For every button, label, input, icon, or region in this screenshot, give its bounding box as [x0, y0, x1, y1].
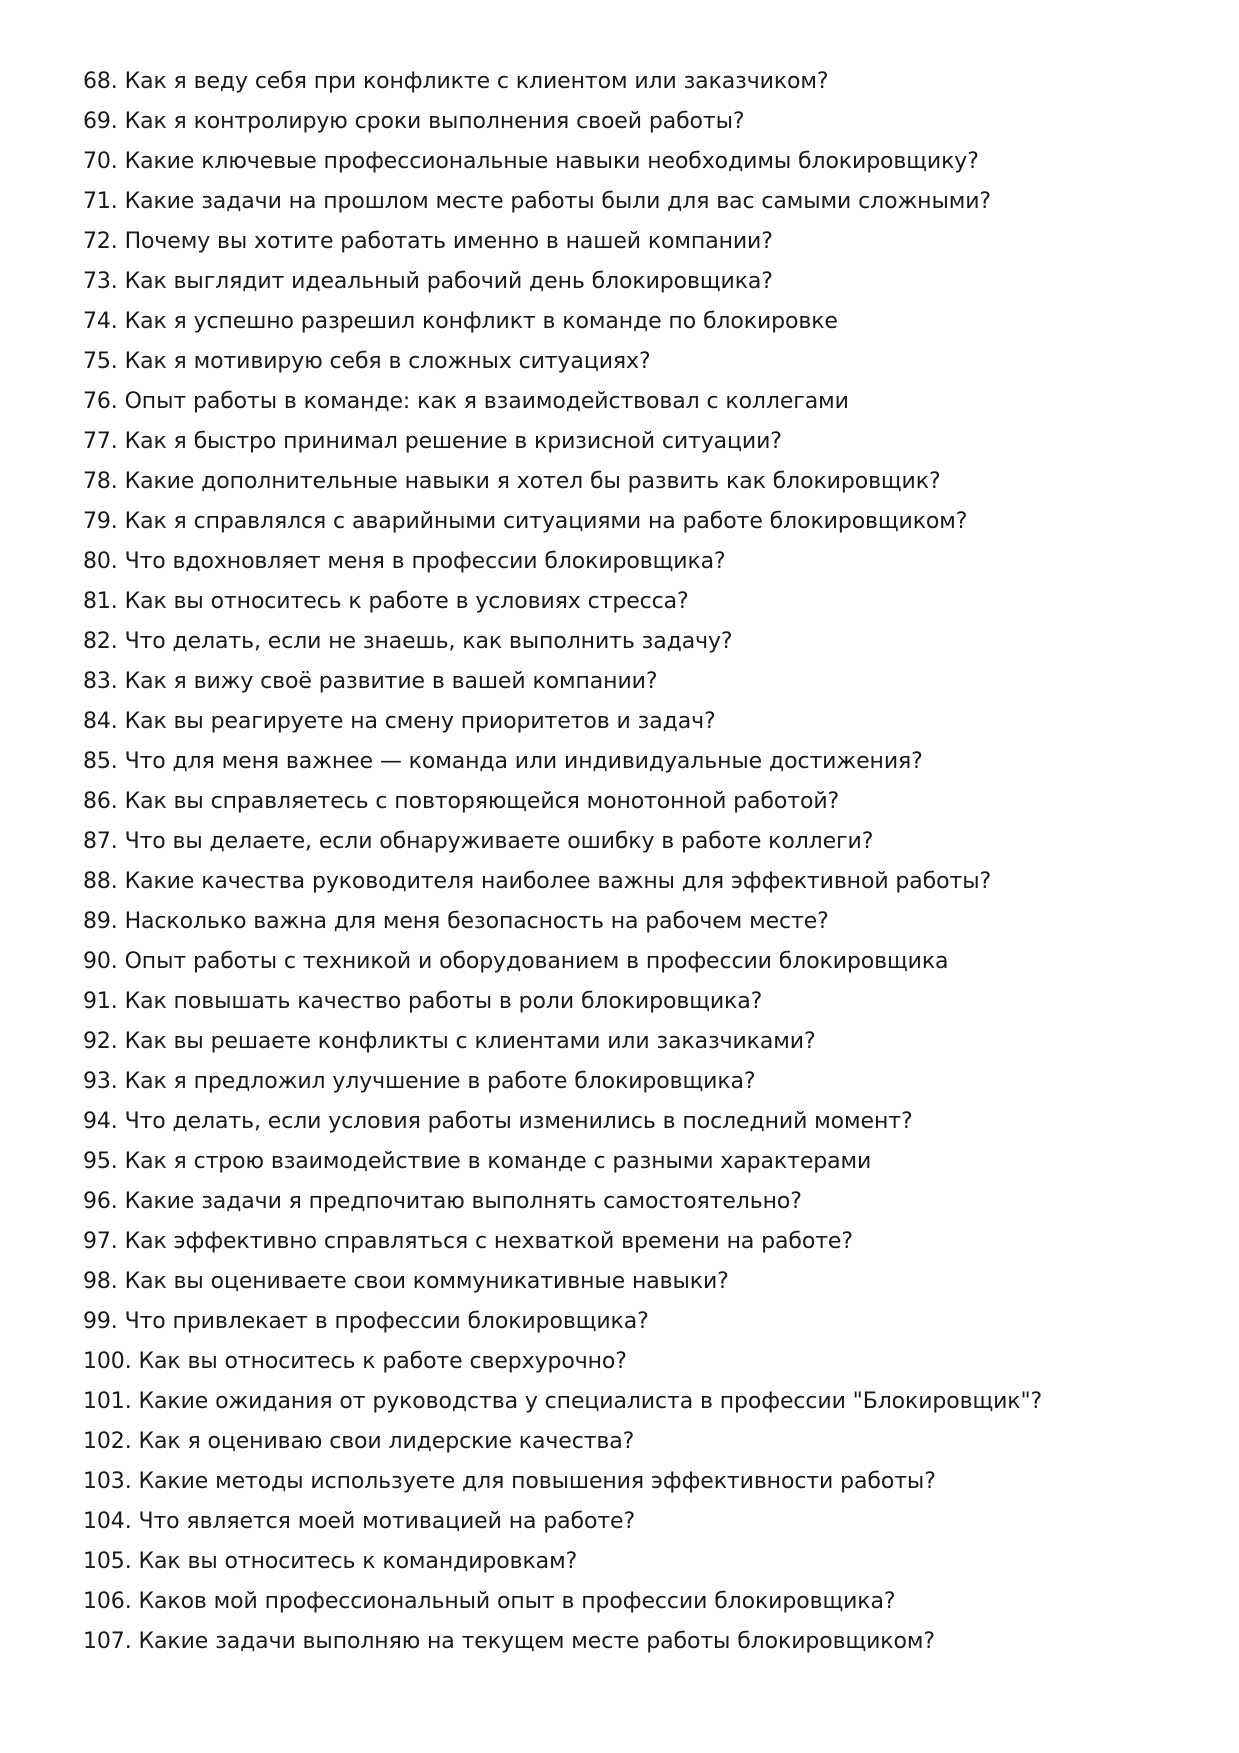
question-item: 80. Что вдохновляет меня в профессии блокировщика?: [83, 549, 726, 574]
question-item: 76. Опыт работы в команде: как я взаимодействовал с коллегами: [83, 389, 849, 414]
question-item: 99. Что привлекает в профессии блокировщика?: [83, 1309, 649, 1334]
question-item: 90. Опыт работы с техникой и оборудованием в профессии блокировщика: [83, 949, 949, 974]
question-item: 74. Как я успешно разрешил конфликт в команде по блокировке: [83, 309, 838, 334]
question-item: 70. Какие ключевые профессиональные навыки необходимы блокировщику?: [83, 149, 979, 174]
question-item: 105. Как вы относитесь к командировкам?: [83, 1549, 578, 1574]
question-item: 106. Каков мой профессиональный опыт в профессии блокировщика?: [83, 1589, 896, 1614]
question-item: 107. Какие задачи выполняю на текущем месте работы блокировщиком?: [83, 1629, 935, 1654]
question-item: 81. Как вы относитесь к работе в условиях стресса?: [83, 589, 689, 614]
question-item: 89. Насколько важна для меня безопасность на рабочем месте?: [83, 909, 829, 934]
question-item: 82. Что делать, если не знаешь, как выполнить задачу?: [83, 629, 733, 654]
question-item: 73. Как выглядит идеальный рабочий день блокировщика?: [83, 269, 773, 294]
question-item: 91. Как повышать качество работы в роли блокировщика?: [83, 989, 763, 1014]
question-item: 86. Как вы справляетесь с повторяющейся монотонной работой?: [83, 789, 840, 814]
question-item: 100. Как вы относитесь к работе сверхурочно?: [83, 1349, 627, 1374]
question-item: 75. Как я мотивирую себя в сложных ситуациях?: [83, 349, 651, 374]
question-item: 88. Какие качества руководителя наиболее важны для эффективной работы?: [83, 869, 992, 894]
question-item: 72. Почему вы хотите работать именно в нашей компании?: [83, 229, 773, 254]
question-item: 102. Как я оцениваю свои лидерские качества?: [83, 1429, 635, 1454]
question-item: 85. Что для меня важнее — команда или индивидуальные достижения?: [83, 749, 923, 774]
question-item: 79. Как я справлялся с аварийными ситуациями на работе блокировщиком?: [83, 509, 968, 534]
question-list: [83, 62, 1183, 1662]
question-item: 71. Какие задачи на прошлом месте работы были для вас самыми сложными?: [83, 189, 992, 214]
question-item: 96. Какие задачи я предпочитаю выполнять самостоятельно?: [83, 1189, 802, 1214]
question-item: 87. Что вы делаете, если обнаруживаете ошибку в работе коллеги?: [83, 829, 874, 854]
question-item: 101. Какие ожидания от руководства у специалиста в профессии "Блокировщик"?: [83, 1389, 1043, 1414]
question-item: 68. Как я веду себя при конфликте с клиентом или заказчиком?: [83, 69, 829, 94]
question-item: 95. Как я строю взаимодействие в команде с разными характерами: [83, 1149, 872, 1174]
question-item: 94. Что делать, если условия работы изменились в последний момент?: [83, 1109, 913, 1134]
question-item: 83. Как я вижу своё развитие в вашей компании?: [83, 669, 658, 694]
question-item: 93. Как я предложил улучшение в работе блокировщика?: [83, 1069, 756, 1094]
question-item: 78. Какие дополнительные навыки я хотел бы развить как блокировщик?: [83, 469, 941, 494]
question-item: 69. Как я контролирую сроки выполнения своей работы?: [83, 109, 745, 134]
question-item: 84. Как вы реагируете на смену приоритетов и задач?: [83, 709, 716, 734]
question-item: 103. Какие методы используете для повышения эффективности работы?: [83, 1469, 936, 1494]
question-item: 92. Как вы решаете конфликты с клиентами или заказчиками?: [83, 1029, 816, 1054]
question-item: 97. Как эффективно справляться с нехваткой времени на работе?: [83, 1229, 853, 1254]
question-item: 98. Как вы оцениваете свои коммуникативные навыки?: [83, 1269, 729, 1294]
question-item: 104. Что является моей мотивацией на работе?: [83, 1509, 636, 1534]
question-item: 77. Как я быстро принимал решение в кризисной ситуации?: [83, 429, 782, 454]
